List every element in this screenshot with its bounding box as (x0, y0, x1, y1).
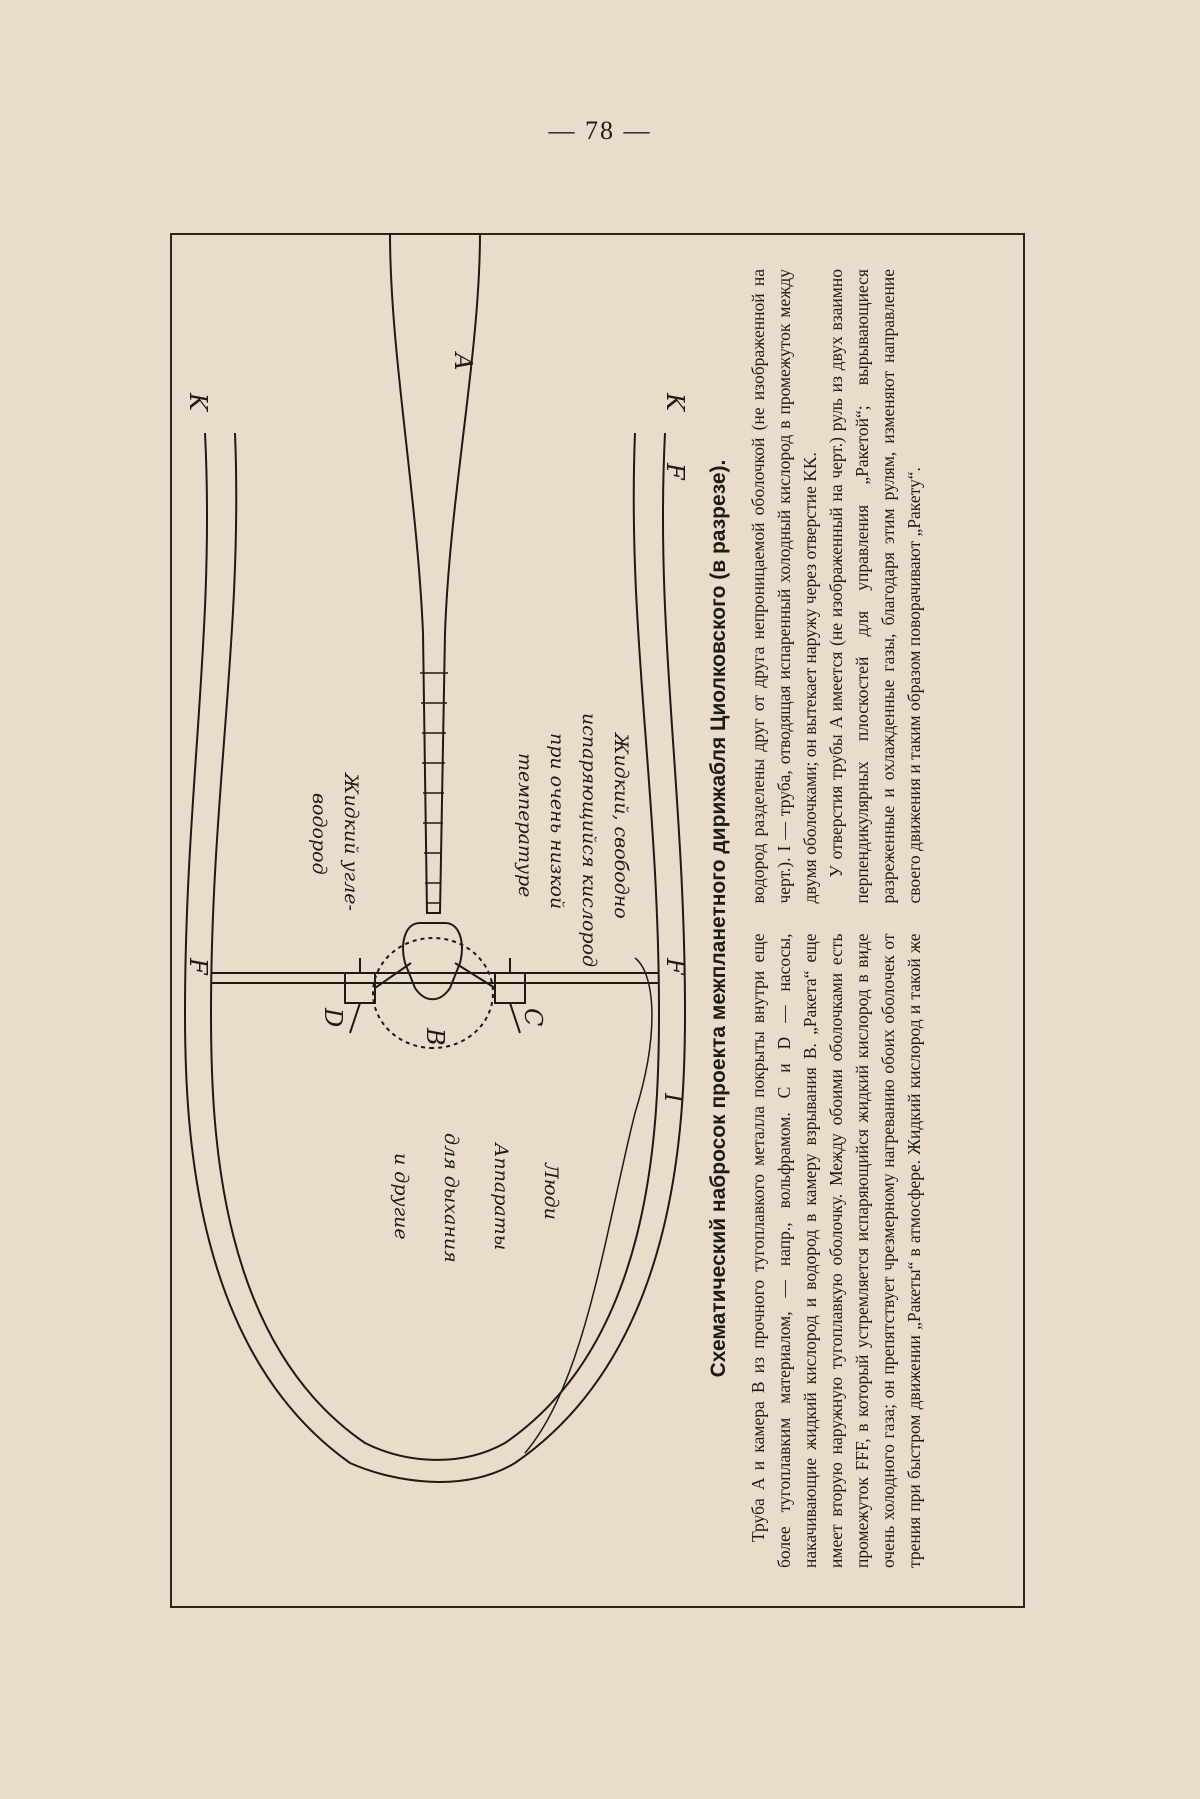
label-opening-k-top: K (661, 393, 689, 411)
page-number: — 78 — (548, 116, 652, 145)
note-oxygen: температуре (514, 753, 536, 898)
label-pump-c: C (519, 1008, 547, 1027)
label-opening-k-bottom: K (184, 393, 212, 411)
label-chamber-b: B (421, 1028, 449, 1046)
label-gap-f-right: F (661, 958, 689, 975)
note-oxygen: Жидкий, свободно (610, 733, 632, 919)
note-hydrogen: водород (308, 793, 330, 875)
note-crew: Люди (540, 1163, 562, 1220)
label-tube-a: A (449, 353, 477, 371)
figure-caption (695, 233, 1025, 1608)
note-crew: и другие (390, 1153, 412, 1240)
label-gap-f-top: F (661, 463, 689, 480)
caption-paragraph: У отверстия трубы A имеется (не изображенный на черт.) руль из двух взаимно перпендикулярных плоскостей для управления „Ракетой“; вырывающиеся разреженные и охлажденные газы, благодаря этим рулям, изменяют направление своего движения и таким образом поворачивают „Ракету“. (826, 269, 924, 904)
note-oxygen: испаряющийся кислород (578, 713, 600, 968)
label-gap-f-bottom: F (184, 958, 212, 975)
airship-cross-section (170, 233, 695, 1608)
note-crew: для дыхания (440, 1133, 462, 1263)
caption-paragraph: Труба A и камера B из прочного тугоплавкого металла покрыты внутри еще более тугоплавким материалом, — напр., вольфрамом. C и D — насосы, накачивающие жидкий кислород и водород в камеру взрывания B. „Ракета“ еще имеет вторую наружную тугоплавкую оболочку. Между обоими оболочками есть промежуток FFF, в который устремляется испаряющийся жидкий кислород в виде очень холодного газа; он препятствует чрезмерному нагреванию обоих оболочек от трения при быстром движении „Ракеты“ в атмосфере. Жидкий кислород и такой же водород разделены друг от друга непроницаемой оболочкой (не изображенной на черт.). I — труба, отводящая испаренный холодный кислород в промежуток между двумя оболочками; он вытекает наружу через отверстие KK. (748, 269, 924, 1568)
combustion-chamber-b (403, 923, 462, 999)
nozzle-tube-a (390, 233, 480, 913)
caption-title: Схематический набросок проекта межпланетного дирижабля Циолковского (в разрезе). (707, 459, 730, 1378)
caption-body (745, 269, 927, 1568)
note-oxygen: при очень низкой (546, 733, 568, 910)
pump-c (495, 973, 525, 1003)
pump-d (345, 973, 375, 1003)
airship-diagram (170, 233, 695, 1608)
note-crew: Аппараты (490, 1143, 512, 1251)
label-pump-d: D (319, 1008, 347, 1028)
label-outlet-pipe-i: I (659, 1093, 687, 1103)
rotated-figure (170, 233, 1025, 1608)
outer-hull (185, 433, 685, 1482)
note-hydrogen: Жидкий угле- (340, 773, 362, 911)
